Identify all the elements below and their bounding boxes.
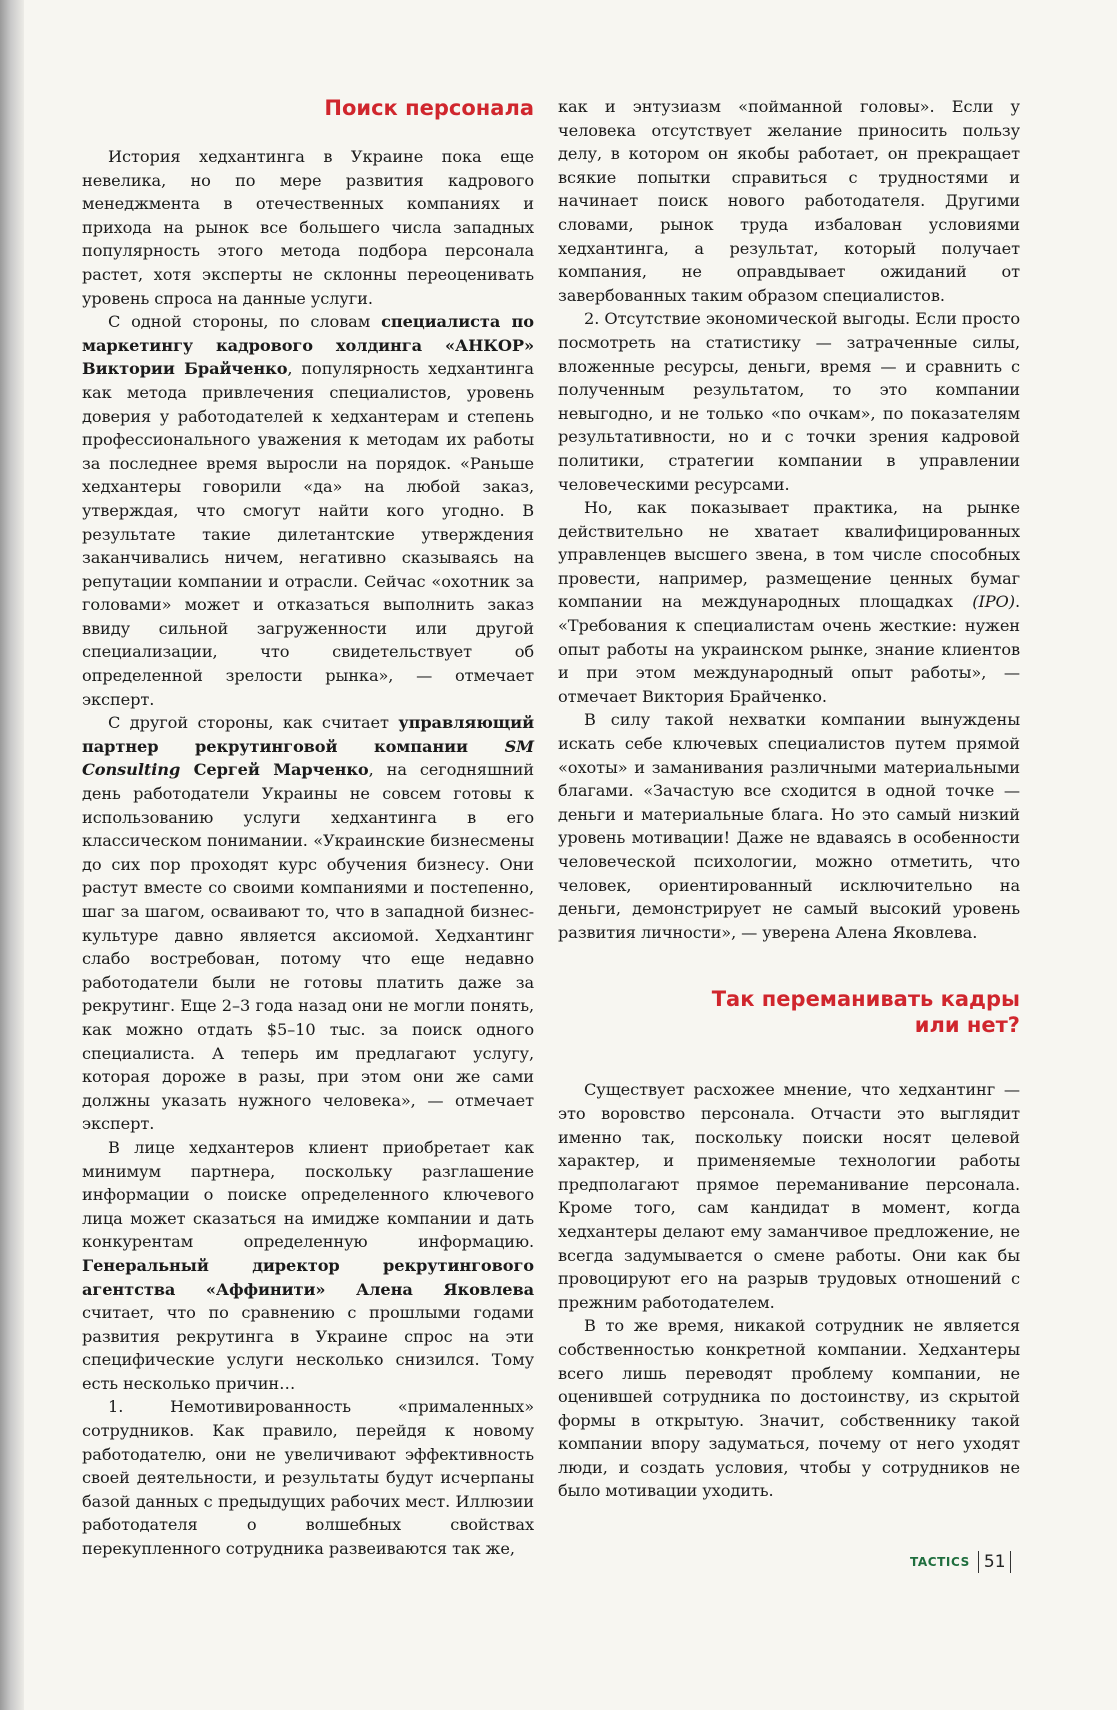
paragraph: С одной стороны, по словам специалиста по маркетингу кадрового холдинга «АНКОР» Виктории Брайченко, популярность хедхантинга как метода привлечения специалистов, уровень доверия у работодателей к хедхантерам и степень профессионального уважения к методам их работы за последнее время выросли на порядок. «Раньше хедхантеры говорили «да» на любой заказ, утверждая, что смогут найти кого угодно. В результате такие дилетантские утверждения заканчивались ничем, негативно сказываясь на репутации компании и отрасли. Сейчас «охотник за головами» может и отказаться выполнить заказ ввиду сильной загруженности или другой специализации, что свидетельствует об определенной зрелости рынка», — отмечает эксперт. — [82, 312, 534, 709]
paragraph: В силу такой нехватки компании вынуждены искать себе ключевых специалистов путем прямой «охоты» и заманивания различными материальными благами. «Зачастую все сходится в одной точке — деньги и материальные блага. Но это самый низкий уровень мотивации! Даже не вдаваясь в особенности человеческой психологии, можно отметить, что человек, ориентированный исключительно на деньги, демонстрирует не самый высокий уровень развития личности», — уверена Алена Яковлева. — [558, 710, 1020, 942]
paragraph: С другой стороны, как считает управляющий партнер рекрутинговой компании SM Consulting Сергей Марченко, на сегодняшний день работодатели Украины не совсем готовы к использованию услуги хедхантинга в его классическом понимании. «Украинские бизнесмены до сих пор проходят курс обучения бизнесу. Они растут вместе со своими компаниями и постепенно, шаг за шагом, осваивают то, что в западной бизнес-культуре давно является аксиомой. Хедхантинг слабо востребован, потому что еще недавно работодатели были не готовы платить даже за рекрутинг. Еще 2–3 года назад они не могли понять, как можно отдать $5–10 тыс. за поиск одного специалиста. А теперь им предлагают услугу, которая дороже в разы, при этом они же сами должны указать нужного человека», — отмечает эксперт. — [82, 713, 534, 1134]
paragraph: как и энтузиазм «пойманной головы». Если у человека отсутствует желание приносить пользу делу, в котором он якобы работает, он прекращает всякие попытки справиться с трудностями и начинает поиск нового работодателя. Другими словами, рынок труда избалован условиями хедхантинга, а результат, который получает компания, не оправдывает ожиданий от завербованных таким образом специалистов. — [558, 97, 1020, 305]
ipo-italic: (IPO) — [972, 592, 1015, 612]
expert-name-bold: Генеральный директор рекрутингового агентства «Аффинити» Алена Яковлева — [82, 1255, 534, 1299]
right-column — [558, 95, 1020, 1503]
page-binding-shadow — [0, 0, 24, 1710]
paragraph: 2. Отсутствие экономической выгоды. Если просто посмотреть на статистику — затраченные силы, вложенные ресурсы, деньги, время — и сравнить с полученным результатом, то это компании невыгодно, и не только «по очкам», по показателям результативности, но и с точки зрения кадровой политики, стратегии компании в управлении человеческими ресурсами. — [558, 309, 1020, 494]
paragraph: История хедхантинга в Украине пока еще невелика, но по мере развития кадрового менеджмента в отечественных компаниях и прихода на рынок все большего числа западных популярность этого метода подбора персонала растет, хотя эксперты не склонны переоценивать уровень спроса на данные услуги. — [82, 147, 534, 308]
paragraph: В лице хедхантеров клиент приобретает как минимум партнера, поскольку разглашение информации о поиске определенного ключевого лица может сказаться на имидже компании и дать конкурентам определенную информацию. Генеральный директор рекрутингового агентства «Аффинити» Алена Яковлева считает, что по сравнению с прошлыми годами развития рекрутинга в Украине спрос на эти специфические услуги несколько снизился. Тому есть несколько причин… — [82, 1137, 534, 1393]
company-name-italic: SM Consulting — [82, 736, 534, 780]
expert-name-bold: Сергей Марченко — [180, 760, 369, 780]
paragraph: Существует расхожее мнение, что хедхантинг — это воровство персонала. Отчасти это выглядит именно так, поскольку поиски носят целевой характер, и применяемые технологии работы предполагают прямое переманивание персонала. Кроме того, сам кандидат в момент, когда хедхантеры делают ему заманчивое предложение, не всегда задумывается о смене работы. Они как бы провоцируют его на разрыв трудовых отношений с прежним работодателем. — [558, 1080, 1020, 1312]
section-heading-poaching: Так переманивать кадры или нет? — [711, 987, 1020, 1038]
paragraph: В то же время, никакой сотрудник не является собственностью конкретной компании. Хедхантеры всего лишь переводят проблему компании, не оценившей сотрудника по достоинству, из скрытой формы в открытую. Значит, собственнику такой компании впору задуматься, почему от него уходят люди, и создать условия, чтобы у сотрудников не было мотивации уходить. — [558, 1316, 1020, 1501]
section-heading-personnel-search: Поиск персонала — [324, 96, 534, 120]
expert-title-bold: управляющий партнер рекрутинговой компании — [82, 713, 534, 756]
magazine-brand: TACTICS — [910, 1555, 970, 1569]
footer-divider — [1010, 1551, 1011, 1573]
page-footer — [910, 1551, 1011, 1573]
expert-name-bold: специалиста по маркетингу кадрового холдинга «АНКОР» Виктории Брайченко — [82, 312, 534, 379]
left-column — [82, 95, 534, 1561]
footer-divider — [978, 1551, 979, 1573]
page-number: 51 — [983, 1552, 1006, 1572]
paragraph: Но, как показывает практика, на рынке действительно не хватает квалифицированных управленцев высшего звена, в том числе способных провести, например, размещение ценных бумаг компании на международных площадках (IPO). «Требования к специалистам очень жесткие: нужен опыт работы на украинском рынке, знание клиентов и при этом международный опыт работы», — отмечает Виктория Брайченко. — [558, 498, 1020, 706]
paragraph: 1. Немотивированность «прималенных» сотрудников. Как правило, перейдя к новому работодателю, они не увеличивают эффективность своей деятельности, и результаты будут исчерпаны базой данных с предыдущих рабочих мест. Иллюзии работодателя о волшебных свойствах перекупленного сотрудника развеиваются так же, — [82, 1397, 534, 1559]
